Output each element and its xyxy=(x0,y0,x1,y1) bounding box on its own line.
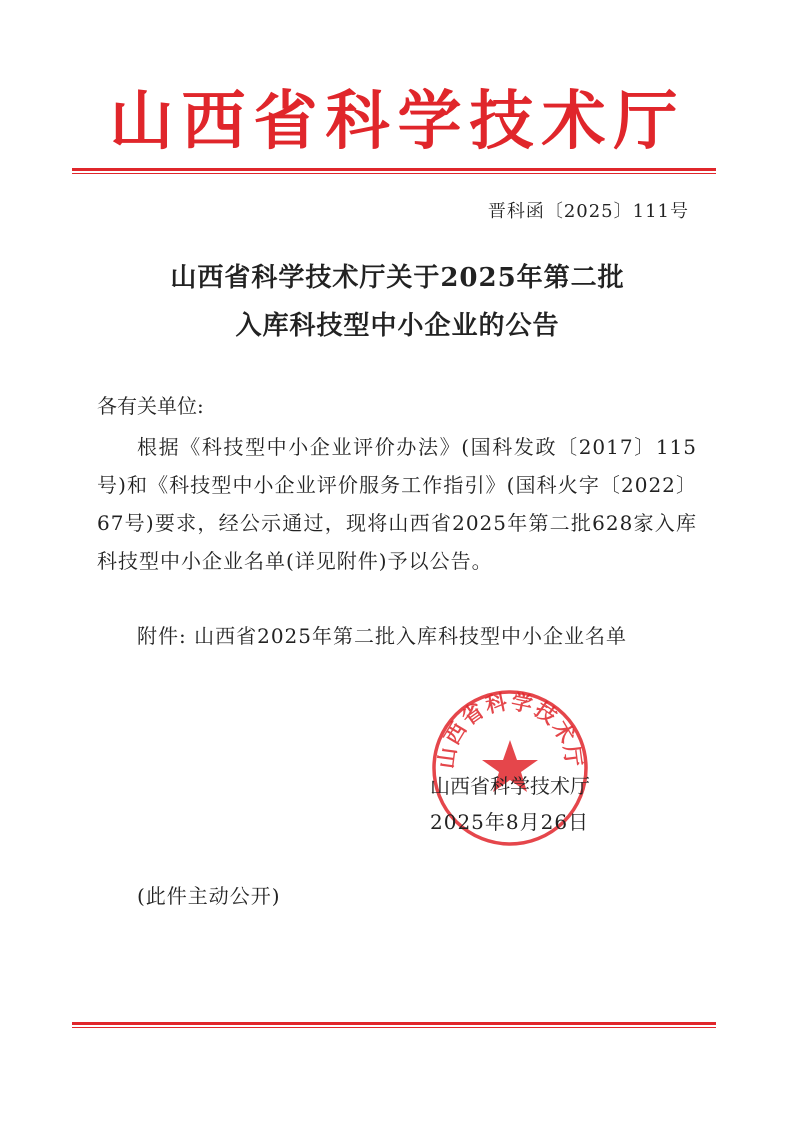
header-rule-thick xyxy=(72,168,716,171)
document-number: 晋科函〔2025〕111号 xyxy=(487,201,689,222)
disclosure-note: (此件主动公开) xyxy=(137,884,281,908)
document-title-line-2: 入库科技型中小企业的公告 xyxy=(235,311,560,341)
seal-text: 山西省科学技术厅 xyxy=(434,689,586,771)
header-rule-thin xyxy=(72,173,716,174)
organization-header: 山西省科学技术厅 xyxy=(109,85,686,159)
signing-date: 2025年8月26日 xyxy=(430,810,590,834)
footer-rule-thin xyxy=(72,1027,716,1028)
document-title-line-1: 山西省科学技术厅关于2025年第二批 xyxy=(170,263,625,293)
attachment-line: 附件: 山西省2025年第二批入库科技型中小企业名单 xyxy=(137,624,627,648)
signer-name: 山西省科学技术厅 xyxy=(430,774,590,798)
footer-rule-thick xyxy=(72,1022,716,1025)
body-paragraph: 根据《科技型中小企业评价办法》(国科发政〔2017〕115号)和《科技型中小企业评价服务工作指引》(国科火字〔2022〕67号)要求，经公示通过，现将山西省2025年第二批628家入库科技型中小企业名单(详见附件)予以公告。 xyxy=(97,435,697,573)
salutation: 各有关单位: xyxy=(97,394,204,418)
